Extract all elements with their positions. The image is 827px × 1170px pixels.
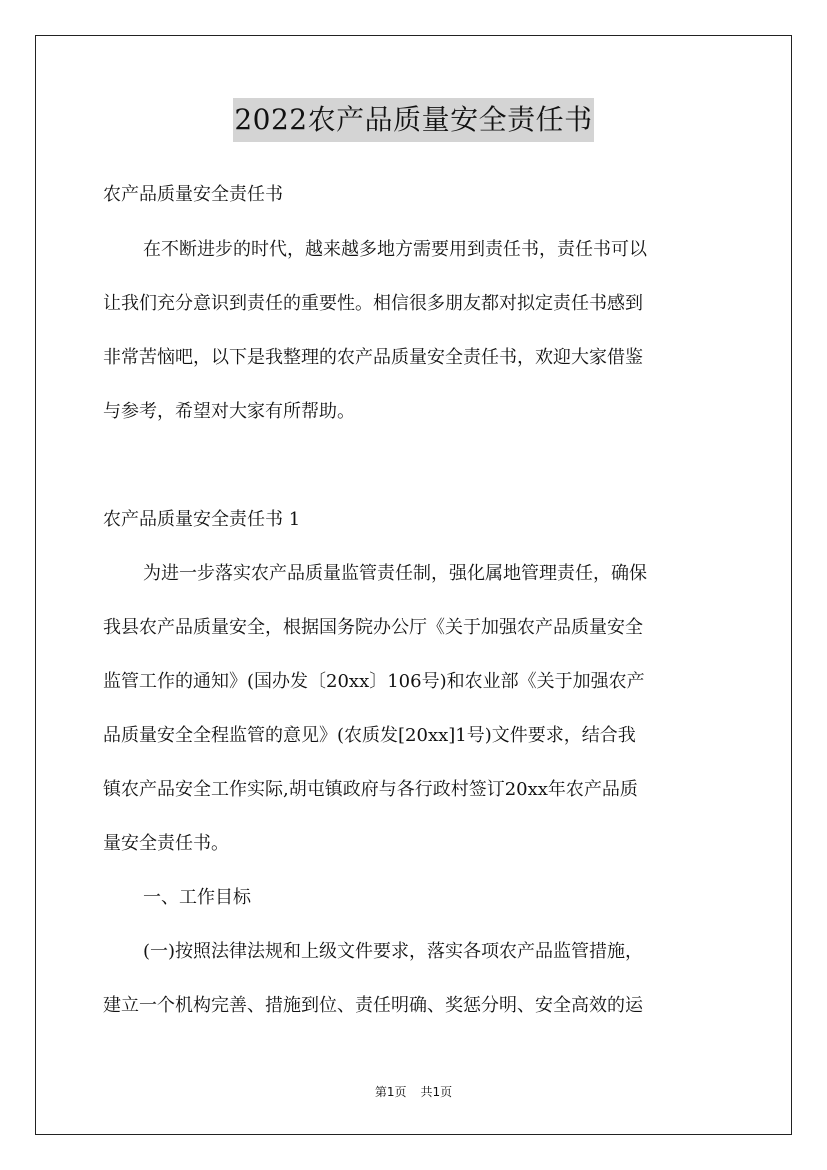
- title-container: [0, 98, 827, 142]
- section-line: 为进一步落实农产品质量监管责任制，强化属地管理责任，确保: [143, 563, 647, 584]
- goal-heading: 一、工作目标: [143, 887, 251, 908]
- goal-line: (一)按照法律法规和上级文件要求，落实各项农产品监管措施，: [143, 941, 644, 962]
- page-number: 第1页: [374, 1085, 407, 1099]
- page-total: 共1页: [420, 1085, 453, 1099]
- document-title: 2022农产品质量安全责任书: [233, 98, 593, 142]
- section-line: 品质量安全全程监管的意见》(农质发[20xx]1号)文件要求，结合我: [103, 725, 636, 746]
- intro-line: 在不断进步的时代，越来越多地方需要用到责任书，责任书可以: [143, 239, 647, 260]
- section-heading: 农产品质量安全责任书 1: [103, 509, 301, 530]
- section-line: 监管工作的通知》(国办发〔20xx〕106号)和农业部《关于加强农产: [103, 671, 645, 692]
- page-footer: [0, 1083, 827, 1100]
- intro-line: 非常苦恼吧，以下是我整理的农产品质量安全责任书，欢迎大家借鉴: [103, 347, 643, 368]
- intro-line: 让我们充分意识到责任的重要性。相信很多朋友都对拟定责任书感到: [103, 293, 643, 314]
- section-line: 我县农产品质量安全，根据国务院办公厅《关于加强农产品质量安全: [103, 617, 643, 638]
- section-line: 量安全责任书。: [103, 833, 229, 854]
- goal-line: 建立一个机构完善、措施到位、责任明确、奖惩分明、安全高效的运: [103, 995, 643, 1016]
- section-line: 镇农产品安全工作实际,胡屯镇政府与各行政村签订20xx年农产品质: [103, 779, 638, 800]
- intro-line: 与参考，希望对大家有所帮助。: [103, 401, 355, 422]
- document-subtitle: 农产品质量安全责任书: [103, 184, 283, 205]
